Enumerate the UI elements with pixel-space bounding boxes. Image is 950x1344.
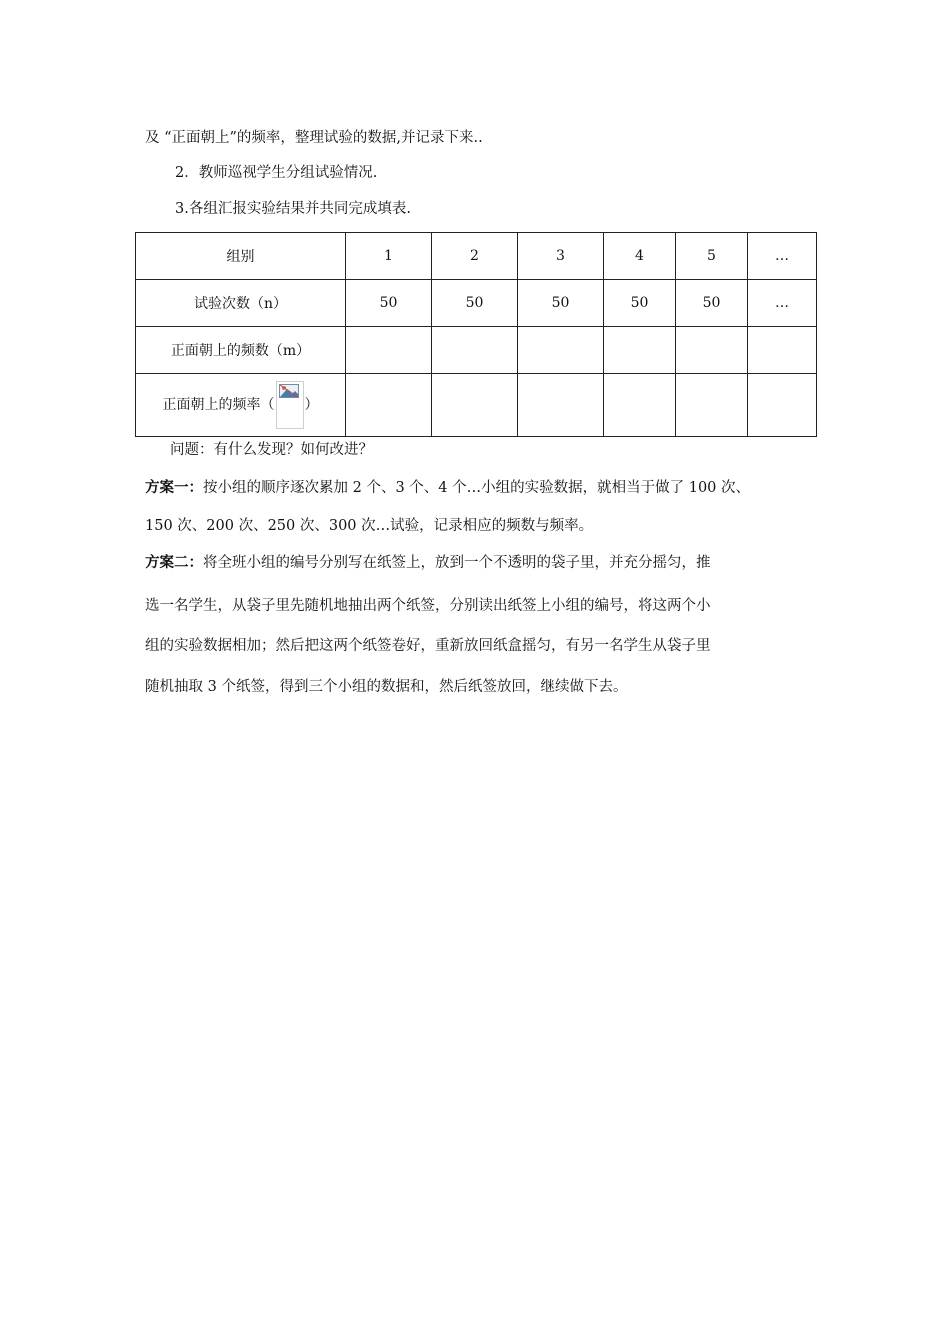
- plan-2-line-1: [145, 553, 825, 573]
- empty-cell: [432, 327, 518, 374]
- step-2-line: 2．教师巡视学生分组试验情况.: [175, 165, 378, 181]
- question-line: 问题：有什么发现？如何改进？: [170, 442, 373, 458]
- empty-cell: [676, 374, 748, 437]
- table-cell: 试验次数（n）: [136, 280, 346, 327]
- empty-cell: [518, 374, 604, 437]
- empty-cell: [346, 374, 432, 437]
- table-cell: …: [748, 280, 817, 327]
- empty-cell: [518, 327, 604, 374]
- header-cell: 4: [604, 233, 676, 280]
- header-cell: 5: [676, 233, 748, 280]
- plan-2-line-3: 组的实验数据相加；然后把这两个纸签卷好，重新放回纸盒摇匀，有另一名学生从袋子里: [145, 638, 711, 654]
- freq-label-suffix: ）: [304, 397, 319, 413]
- empty-cell: [604, 327, 676, 374]
- table-row-header: [136, 233, 817, 280]
- plan-2-text: 将全班小组的编号分别写在纸签上，放到一个不透明的袋子里，并充分摇匀，推: [203, 555, 711, 571]
- header-cell: 1: [346, 233, 432, 280]
- plan-1-line-2: 150 次、200 次、250 次、300 次…试验，记录相应的频数与频率。: [145, 518, 594, 534]
- intro-line: 及 “正面朝上”的频率，整理试验的数据,并记录下来..: [145, 130, 483, 146]
- empty-cell: [604, 374, 676, 437]
- plan-1-line-1: [145, 478, 825, 498]
- empty-cell: [432, 374, 518, 437]
- table-row-frequency: [136, 374, 817, 437]
- table-cell: 50: [346, 280, 432, 327]
- header-cell: 2: [432, 233, 518, 280]
- results-table: [135, 232, 817, 437]
- table-cell: 正面朝上的频数（m）: [136, 327, 346, 374]
- table-row-trials: [136, 280, 817, 327]
- empty-cell: [676, 327, 748, 374]
- empty-cell: [748, 327, 817, 374]
- header-cell: …: [748, 233, 817, 280]
- table-cell-frequency-label: [136, 374, 346, 437]
- table-cell: 50: [676, 280, 748, 327]
- header-cell: 组别: [136, 233, 346, 280]
- table-cell: 50: [604, 280, 676, 327]
- broken-image-icon: [276, 381, 304, 429]
- plan-1-title: 方案一：: [145, 479, 203, 496]
- table-row-count: [136, 327, 817, 374]
- plan-2-line-4: 随机抽取 3 个纸签，得到三个小组的数据和，然后纸签放回，继续做下去。: [145, 679, 628, 695]
- empty-cell: [346, 327, 432, 374]
- table-cell: 50: [518, 280, 604, 327]
- plan-2-line-2: 选一名学生，从袋子里先随机地抽出两个纸签，分别读出纸签上小组的编号，将这两个小: [145, 598, 711, 614]
- header-cell: 3: [518, 233, 604, 280]
- image-placeholder-icon: [279, 384, 299, 398]
- step-3-line: 3.各组汇报实验结果并共同完成填表.: [175, 201, 411, 217]
- freq-label-prefix: 正面朝上的频率（: [162, 397, 275, 413]
- table-cell: 50: [432, 280, 518, 327]
- plan-1-text: 按小组的顺序逐次累加 2 个、3 个、4 个…小组的实验数据，就相当于做了 100 次、: [203, 480, 751, 496]
- empty-cell: [748, 374, 817, 437]
- plan-2-title: 方案二：: [145, 554, 203, 571]
